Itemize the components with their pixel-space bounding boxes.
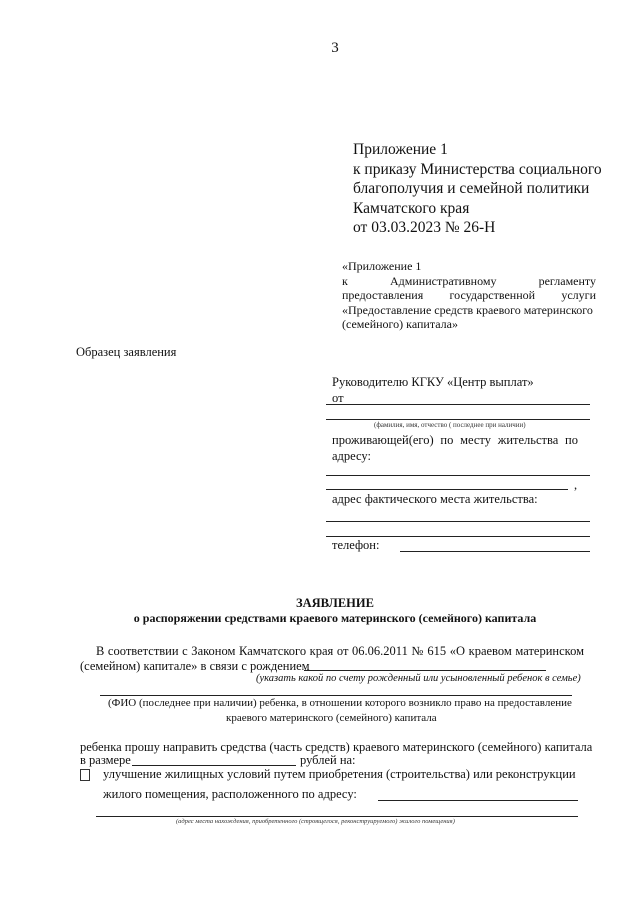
- option-checkbox[interactable]: [80, 769, 90, 781]
- appendix-block: [353, 140, 602, 238]
- fio-hint: (фамилия, имя, отчество ( последнее при наличии): [374, 421, 526, 429]
- regulation-block: [342, 259, 596, 332]
- document-subtitle: о распоряжении средствами краевого материнского (семейного) капитала: [133, 611, 537, 625]
- phone-label: телефон:: [332, 538, 380, 552]
- regulation-line: [342, 288, 596, 303]
- regulation-word: государственной: [449, 288, 536, 302]
- child-line: [304, 670, 546, 671]
- from-line: [326, 404, 590, 405]
- regulation-word: услуги: [561, 288, 596, 302]
- phone-line: [400, 551, 590, 552]
- option-address-line-2: [96, 816, 578, 817]
- regulation-word: Административному: [389, 273, 497, 288]
- appendix-line: Приложение 1: [353, 141, 448, 158]
- amount-label: в размере: [80, 753, 131, 767]
- appendix-line: к приказу Министерства социального: [353, 160, 602, 178]
- regulation-word: предоставления: [342, 288, 424, 302]
- actual-address-label: адрес фактического места жительства:: [332, 492, 538, 506]
- request-line: ребенка прошу направить средства (часть средств) краевого материнского (семейного) капитала: [80, 740, 593, 754]
- child-fio-line: [100, 695, 572, 696]
- regulation-line: (семейного) капитала»: [342, 317, 458, 331]
- option-address-line: [378, 800, 578, 801]
- residence-address-label: адресу:: [332, 449, 371, 463]
- address-line-1: [326, 475, 590, 476]
- child-fio-hint: краевого материнского (семейного) капитала: [226, 712, 437, 724]
- child-fio-hint: (ФИО (последнее при наличии) ребенка, в отношении которого возникло право на предоставление: [108, 697, 572, 709]
- option-line: жилого помещения, расположенного по адресу:: [103, 787, 357, 801]
- amount-suffix: рублей на:: [300, 753, 356, 767]
- address-comma: ,: [574, 478, 578, 492]
- appendix-line: Камчатского края: [353, 199, 470, 217]
- from-line-2: [326, 419, 590, 420]
- amount-line: [132, 765, 296, 766]
- regulation-line: «Приложение 1: [342, 259, 422, 273]
- appendix-line: благополучия и семейной политики: [353, 180, 590, 197]
- actual-address-line-2: [326, 536, 590, 537]
- regulation-line: [342, 274, 596, 289]
- actual-address-line-1: [326, 521, 590, 522]
- addressee-title: Руководителю КГКУ «Центр выплат»: [332, 375, 534, 389]
- option-line: улучшение жилищных условий путем приобретения (строительства) или реконструкции: [103, 767, 576, 781]
- regulation-line: «Предоставление средств краевого материнского: [342, 302, 593, 317]
- address-line-2: [326, 489, 568, 490]
- appendix-line: от 03.03.2023 № 26-Н: [353, 219, 496, 236]
- regulation-word: регламенту: [538, 273, 596, 288]
- child-hint: (указать какой по счету рожденный или усыновленный ребенок в семье): [256, 673, 581, 684]
- body-para-line: В соответствии с Законом Камчатского края от 06.06.2011 № 615 «О краевом материнском: [96, 644, 584, 658]
- from-label: от: [332, 391, 344, 405]
- page-number: 3: [331, 40, 339, 56]
- regulation-word: к: [342, 273, 348, 288]
- residence-line: проживающей(его) по месту жительства по: [332, 433, 578, 447]
- document-title: ЗАЯВЛЕНИЕ: [296, 596, 374, 610]
- sample-label: Образец заявления: [76, 345, 177, 359]
- address-hint: (адрес места нахождения, приобретенного (строящегося, реконструируемого) жилого помещения): [176, 818, 455, 825]
- body-para-line: (семейном) капитале» в связи с рождением: [80, 659, 310, 673]
